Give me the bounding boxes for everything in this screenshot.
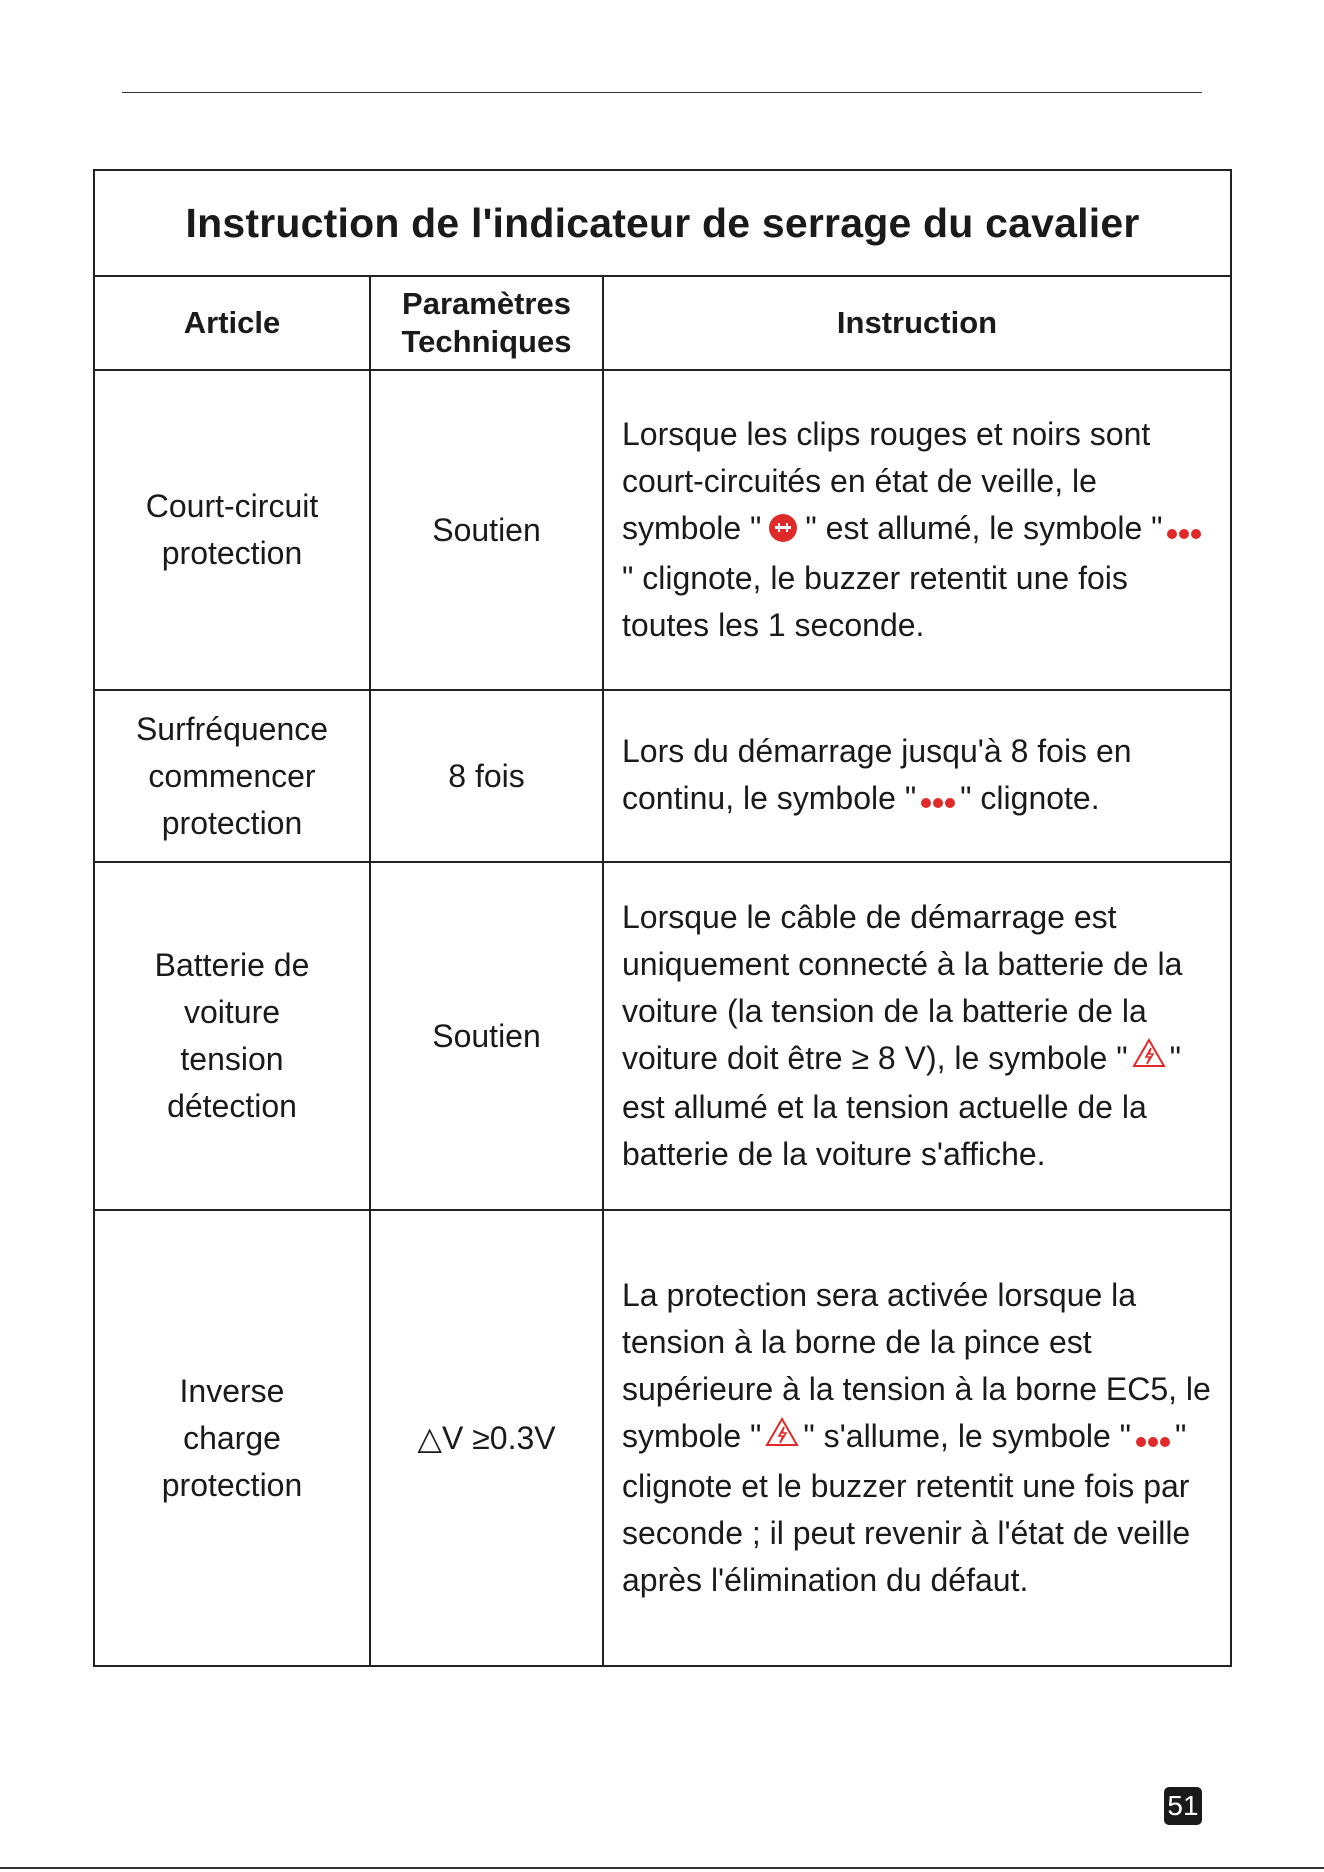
article-line: Batterie de	[154, 947, 310, 983]
article-line: commencer	[148, 757, 316, 794]
article-line: Surfréquence	[135, 710, 329, 747]
title-row	[94, 170, 1231, 276]
article-cell	[94, 862, 370, 1210]
instruction-cell	[603, 370, 1231, 690]
instruction-cell	[603, 862, 1231, 1210]
param-cell: Soutien	[370, 862, 603, 1210]
article-line: Inverse	[179, 1372, 285, 1409]
short-circuit-icon	[769, 514, 797, 542]
table-row	[94, 690, 1231, 862]
header-rule	[122, 92, 1202, 93]
header-instruction: Instruction	[603, 276, 1231, 370]
article-cell	[94, 690, 370, 862]
instruction-cell	[603, 690, 1231, 862]
header-params-line2: Techniques	[401, 324, 572, 359]
article-line: voiture	[183, 994, 281, 1030]
blinking-dots-icon	[920, 774, 956, 821]
instruction-text: Lorsque les clips rouges et noirs sont court-circuités en état de veille, le symbole "	[622, 416, 1151, 547]
table-row	[94, 862, 1231, 1210]
article-line: protection	[161, 804, 303, 841]
spec-table	[93, 169, 1232, 1667]
instruction-text: La protection sera activée lorsque la tension à la borne de la pince est supérieure à la tension à la borne EC5, le symbole "	[622, 1277, 1211, 1455]
instruction-text: " est allumé, le symbole "	[805, 510, 1163, 547]
high-voltage-warning-icon	[1132, 1034, 1166, 1081]
instruction-text: " est allumé et la tension actuelle de la batterie de la voiture s'affiche.	[622, 1039, 1181, 1173]
param-cell: △V ≥0.3V	[370, 1210, 603, 1666]
article-line: détection	[167, 1088, 297, 1124]
article-cell	[94, 370, 370, 690]
high-voltage-warning-icon	[765, 1413, 799, 1460]
instruction-cell	[603, 1210, 1231, 1666]
param-cell: 8 fois	[370, 690, 603, 862]
instruction-text: " clignote.	[960, 779, 1100, 816]
table-row	[94, 1210, 1231, 1666]
instruction-text: Lorsque le câble de démarrage est uniquement connecté à la batterie de la voiture (la tension de la batterie de la voiture doit être ≥ 8 V), le symbole "	[622, 898, 1183, 1076]
header-article: Article	[94, 276, 370, 370]
instruction-text: Lors du démarrage jusqu'à 8 fois en continu, le symbole "	[622, 732, 1132, 816]
blinking-dots-icon	[1166, 505, 1202, 552]
article-line: tension	[180, 1041, 284, 1077]
instruction-text: " clignote, le buzzer retentit une fois toutes les 1 seconde.	[622, 559, 1128, 643]
page-number: 51	[1164, 1787, 1202, 1825]
header-params	[370, 276, 603, 370]
header-row	[94, 276, 1231, 370]
instruction-text: " clignote et le buzzer retentit une fois par seconde ; il peut revenir à l'état de veille après l'élimination du défaut.	[622, 1418, 1191, 1598]
param-cell: Soutien	[370, 370, 603, 690]
footer-rule	[0, 1867, 1324, 1869]
article-cell	[94, 1210, 370, 1666]
article-line: protection	[161, 535, 303, 571]
article-line: charge	[183, 1419, 281, 1456]
table-row	[94, 370, 1231, 690]
table-title: Instruction de l'indicateur de serrage du cavalier	[94, 170, 1231, 276]
instruction-text: " s'allume, le symbole "	[803, 1418, 1132, 1455]
blinking-dots-icon	[1135, 1413, 1171, 1460]
article-line: protection	[161, 1466, 303, 1503]
header-params-line1: Paramètres	[402, 286, 571, 321]
article-line: Court-circuit	[145, 488, 319, 524]
